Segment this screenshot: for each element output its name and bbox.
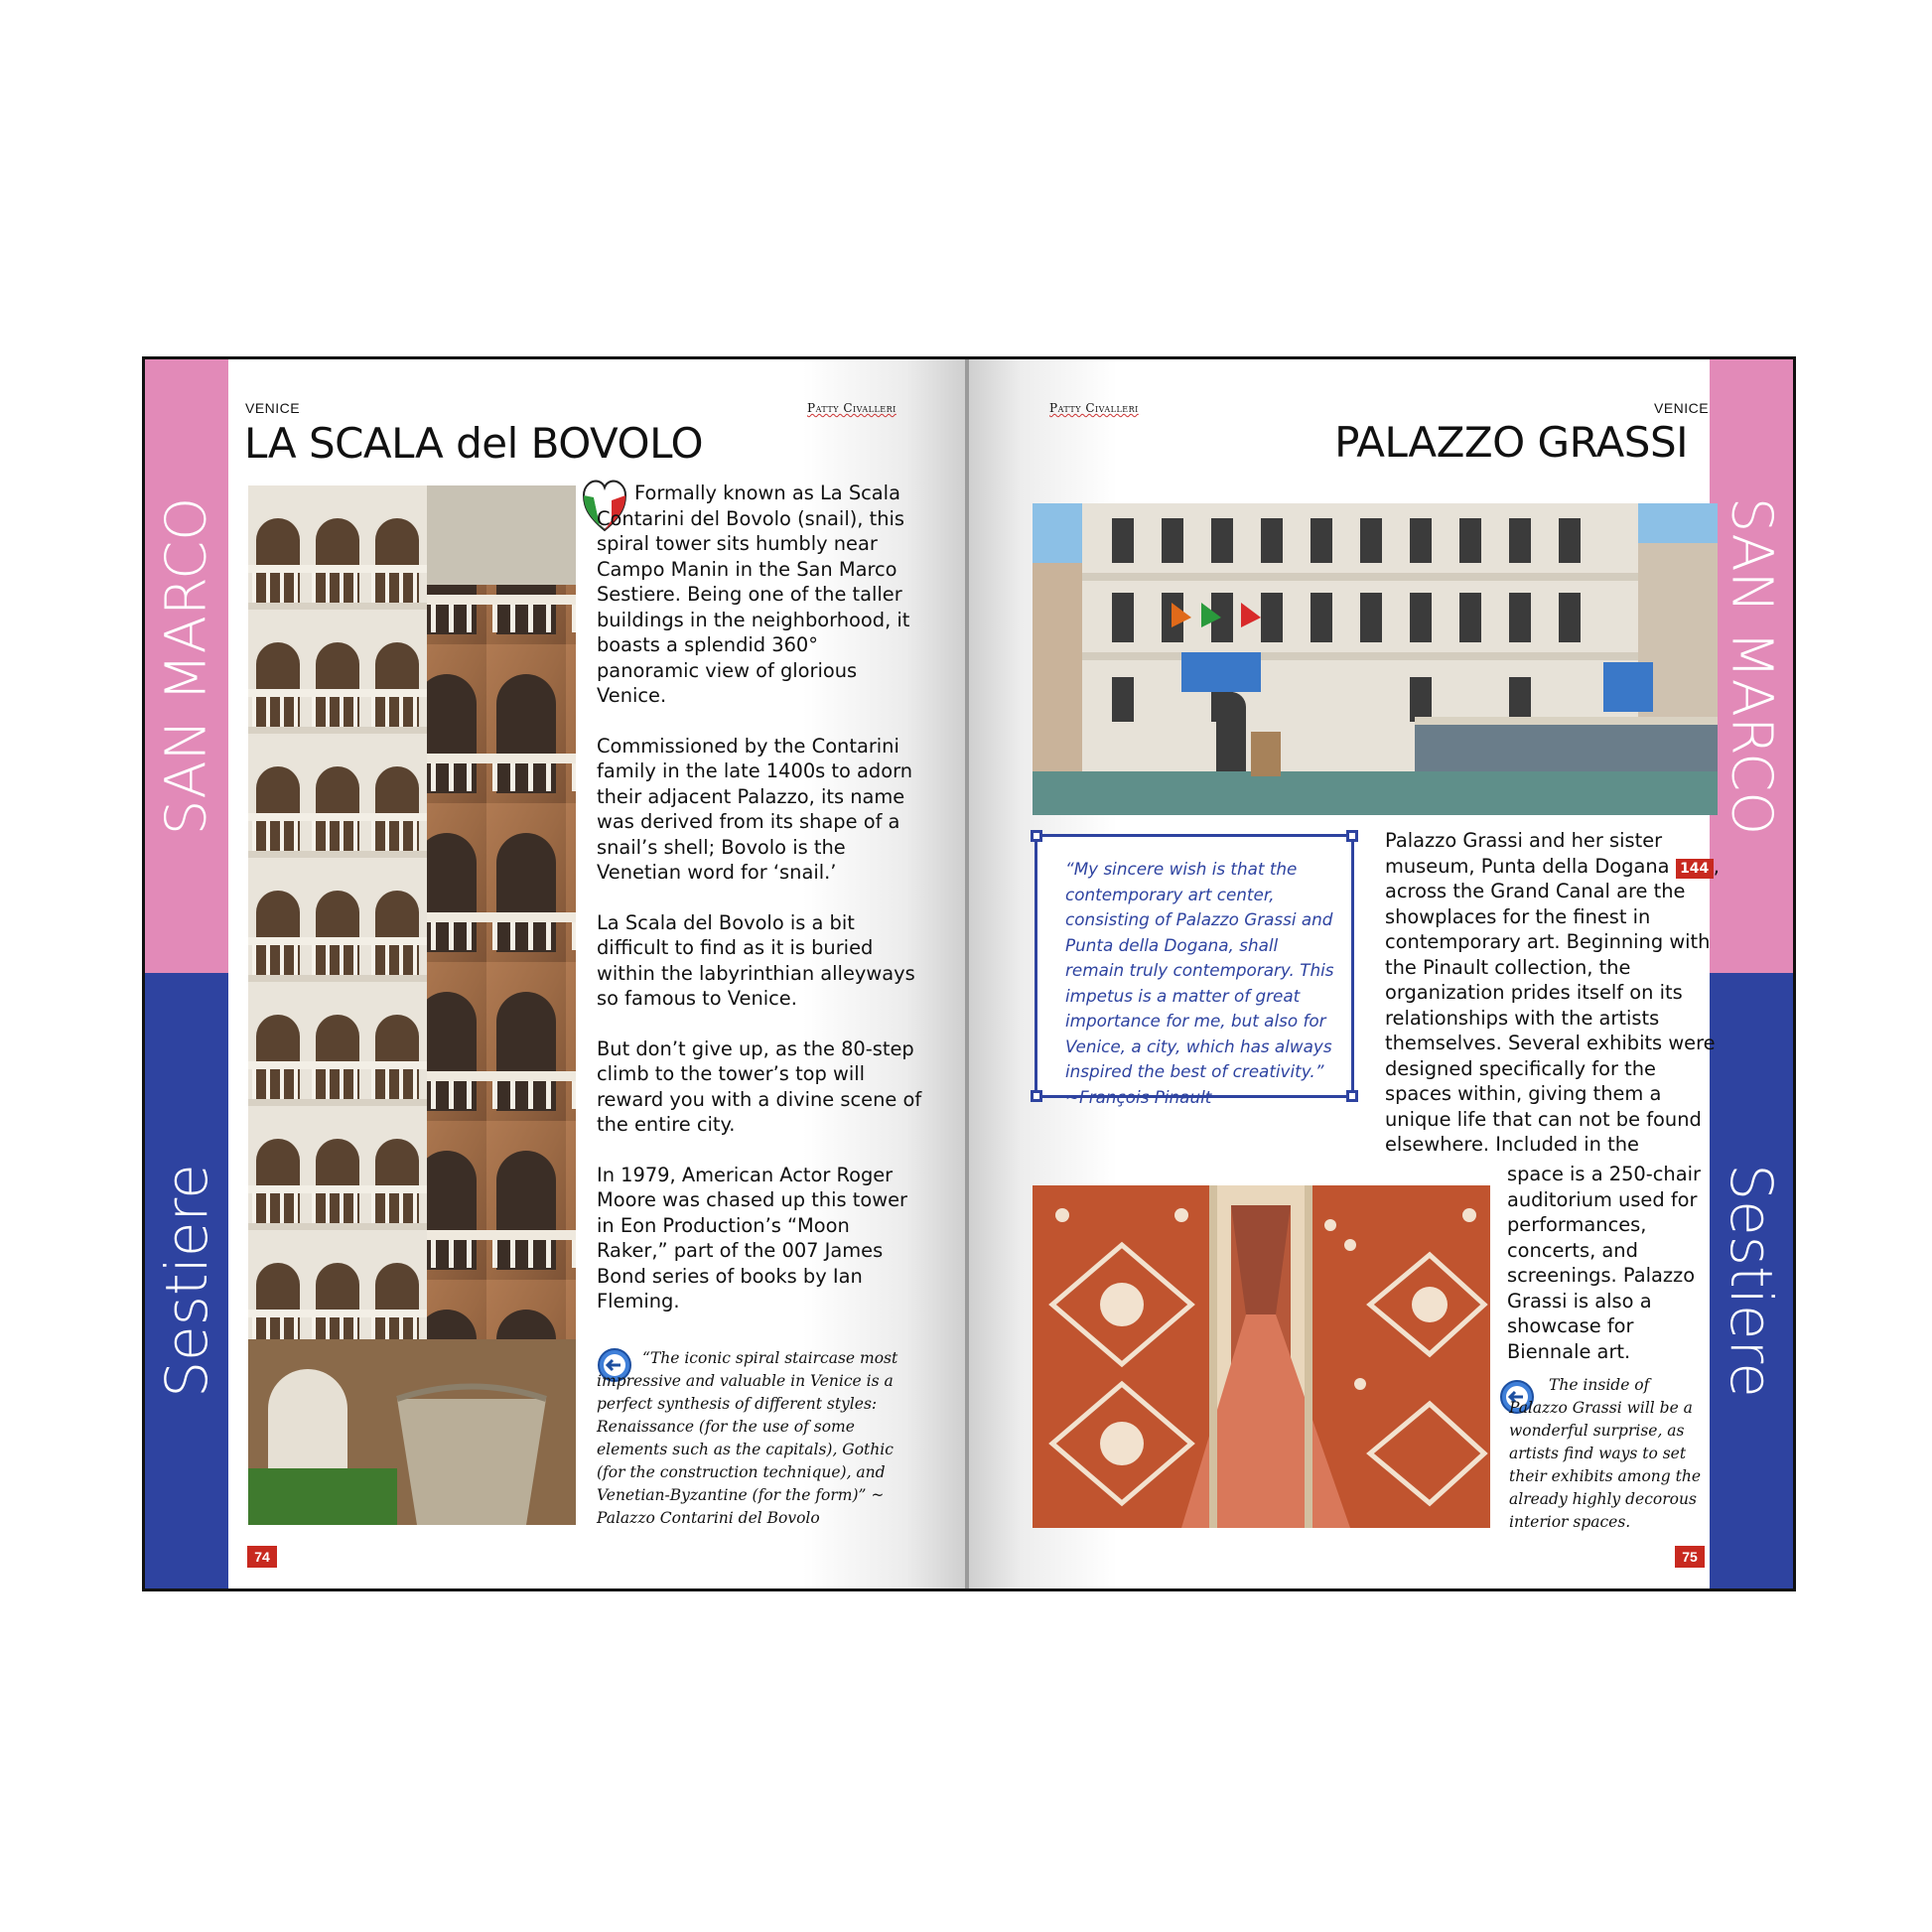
pinault-pullquote: [1035, 834, 1354, 1107]
scala-bovolo-photo: [248, 485, 576, 1525]
right-running-head-author: Patty Civalleri: [1049, 401, 1139, 415]
right-page-title: PALAZZO GRASSI: [1334, 418, 1688, 467]
right-band-top-label: SAN MARCO: [1719, 496, 1784, 836]
pinault-quote-text: “My sincere wish is that the contemporary art center, consisting of Palazzo Grassi and Punta della Dogana, shall remain truly contemporary. This impetus is a matter of great importance for me, but also for Venice, a city, which has always inspired the best of creativity.” ~François Pinault: [1065, 859, 1334, 1107]
left-page-title: LA SCALA del BOVOLO: [244, 419, 704, 468]
left-running-head-author: Patty Civalleri: [807, 401, 897, 415]
book-spread: [142, 356, 1796, 1591]
pullquote-corner-tl: [1031, 830, 1042, 842]
left-paragraph-5: In 1979, American Actor Roger Moore was chased up this tower in Eon Production’s “Moon Raker,” part of the 007 James Bond series of books by Ian Fleming.: [597, 1163, 907, 1312]
right-page: [969, 359, 1720, 1588]
left-band-top-label: SAN MARCO: [154, 496, 219, 836]
pullquote-corner-tr: [1346, 830, 1358, 842]
left-quote: “The iconic spiral staircase most impressive and valuable in Venice is a perfect synthesis of different styles: Renaissance (for the use of some elements such as the capitals), Gothic (for the construction technique), and Venetian-Byzantine (for the form)” ~ Palazzo Contarini del Bovolo: [597, 1349, 898, 1527]
left-paragraph-4: But don’t give up, as the 80-step climb to the tower’s top will reward you with a divine scene of the entire city.: [597, 1036, 922, 1136]
right-body-text: [1385, 828, 1723, 1158]
left-page: [228, 359, 965, 1588]
right-running-head-city: VENICE: [1654, 400, 1710, 416]
right-page-number: 75: [1675, 1546, 1705, 1568]
left-band-blue: [145, 973, 228, 1588]
left-band-pink: [145, 359, 228, 973]
left-paragraph-2: Commissioned by the Contarini family in the late 1400s to adorn their adjacent Palazzo, its name was derived from its shape of a snail’s shell; Bovolo is the Venetian word for ‘snail.’: [597, 734, 913, 884]
left-running-head-city: VENICE: [245, 400, 301, 416]
cross-ref-tag[interactable]: 144: [1676, 859, 1714, 879]
right-body-lead: Palazzo Grassi and her sister museum, Punta della Dogana: [1385, 829, 1670, 878]
left-paragraph-1: Formally known as La Scala Contarini del Bovolo (snail), this spiral tower sits humbly near Campo Manin in the San Marco Sestiere. Being one of the taller buildings in the neighborhood, it boasts a splendid 360° panoramic view of glorious Venice.: [597, 482, 910, 707]
palazzo-grassi-photo: [1033, 503, 1718, 815]
pullquote-corner-bl: [1031, 1090, 1042, 1102]
left-band-bottom-label: Sestiere: [153, 1164, 220, 1398]
left-paragraph-3: La Scala del Bovolo is a bit difficult to find as it is buried within the labyrinthian alleyways so famous to Venice.: [597, 910, 915, 1010]
left-page-number: 74: [247, 1546, 277, 1568]
left-body-text: [597, 481, 924, 1339]
right-body-continued: space is a 250-chair auditorium used for performances, concerts, and screenings. Palazzo Grassi is also a showcase for Biennale art.: [1507, 1163, 1701, 1363]
pullquote-corner-br: [1346, 1090, 1358, 1102]
palazzo-interior-photo: [1033, 1185, 1490, 1528]
right-band-bottom-label: Sestiere: [1718, 1164, 1785, 1398]
right-quote: The inside of Palazzo Grassi will be a wonderful surprise, as artists find ways to set their exhibits among the already highly decorous interior spaces.: [1509, 1376, 1702, 1531]
right-body-main: , across the Grand Canal are the showplaces for the finest in contemporary art. Beginning with the Pinault collection, the organization prides itself on its relationships with the artists themselves. Several exhibits were designed specifically for the spaces within, giving them a unique life that can not be found elsewhere. Included in the: [1385, 854, 1720, 1156]
